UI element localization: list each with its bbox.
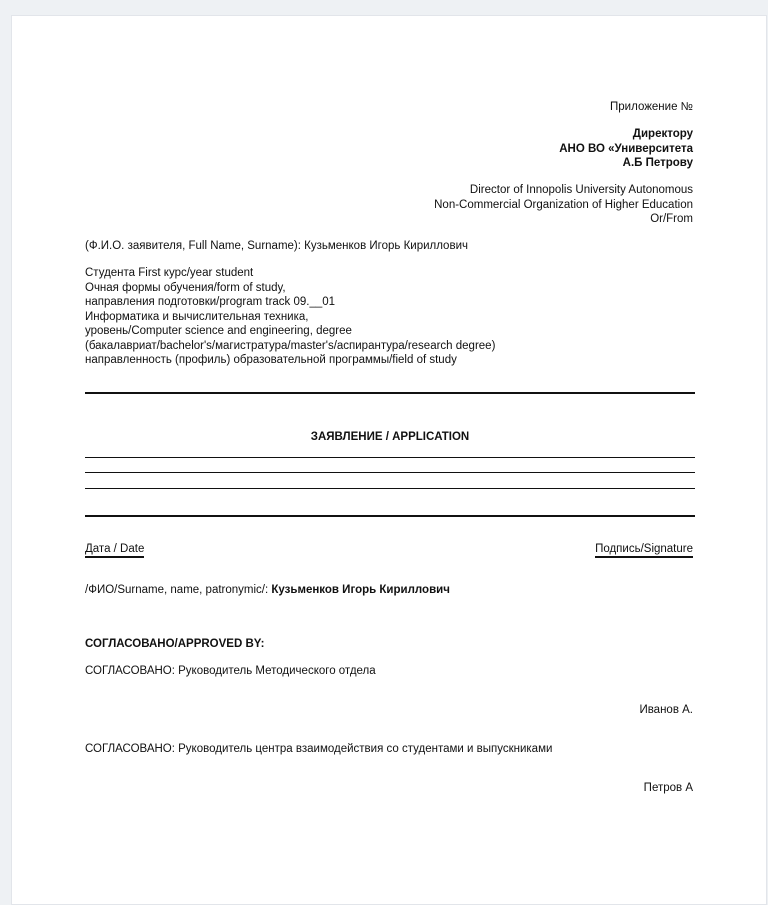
approval-2-signer: Петров А bbox=[643, 782, 693, 794]
director-en-line-2: Non-Commercial Organization of Higher Education bbox=[434, 198, 693, 211]
student-info-line-3: направления подготовки/program track 09.__01 bbox=[85, 296, 336, 308]
student-info-line-4: Информатика и вычислительная техника, bbox=[85, 310, 309, 323]
application-line-1 bbox=[85, 457, 695, 458]
director-en-line-1: Director of Innopolis University Autonomous bbox=[469, 184, 693, 196]
fio-label: /ФИО/Surname, name, patronymic/: bbox=[85, 584, 269, 596]
applicant-line bbox=[85, 239, 468, 254]
fio-name: Кузьменков Игорь Кириллович bbox=[271, 584, 450, 596]
appendix-label: Приложение № bbox=[610, 101, 693, 113]
application-title: ЗАЯВЛЕНИЕ / APPLICATION bbox=[310, 431, 470, 443]
student-info-line-7: направленность (профиль) образовательной программы/field of study bbox=[85, 354, 457, 366]
director-ru-line-1: Директору bbox=[632, 128, 693, 140]
document-page bbox=[11, 15, 767, 905]
approval-1-signer: Иванов А. bbox=[639, 704, 693, 716]
director-ru-line-3: А.Б Петрову bbox=[622, 157, 693, 169]
signature-field[interactable] bbox=[595, 542, 693, 557]
approval-1-text: СОГЛАСОВАНО: Руководитель Методического отдела bbox=[85, 665, 376, 677]
applicant-name: Кузьменков Игорь Кириллович bbox=[304, 240, 468, 252]
applicant-label: (Ф.И.О. заявителя, Full Name, Surname): bbox=[85, 240, 301, 252]
date-label: Дата / Date bbox=[85, 543, 144, 558]
approval-2-text: СОГЛАСОВАНО: Руководитель центра взаимодействия со студентами и выпускниками bbox=[85, 743, 553, 755]
divider-top bbox=[85, 392, 695, 394]
student-info-line-5: уровень/Computer science and engineering, degree bbox=[85, 325, 352, 337]
student-info-line-1: Студента First курс/year student bbox=[85, 267, 254, 279]
application-line-2 bbox=[85, 472, 695, 473]
director-en-line-3: Or/From bbox=[650, 213, 693, 225]
approved-by-heading: СОГЛАСОВАНО/APPROVED BY: bbox=[85, 638, 265, 650]
student-info-line-6: (бакалавриат/bachelor's/магистратура/master's/аспирантура/research degree) bbox=[85, 339, 496, 352]
director-ru-line-2: АНО ВО «Университета bbox=[559, 142, 693, 155]
divider-bottom bbox=[85, 515, 695, 517]
student-info-line-2: Очная формы обучения/form of study, bbox=[85, 281, 286, 294]
application-line-3 bbox=[85, 488, 695, 489]
signature-label: Подпись/Signature bbox=[595, 543, 693, 558]
date-field[interactable] bbox=[85, 542, 144, 557]
fio-line bbox=[85, 583, 450, 598]
